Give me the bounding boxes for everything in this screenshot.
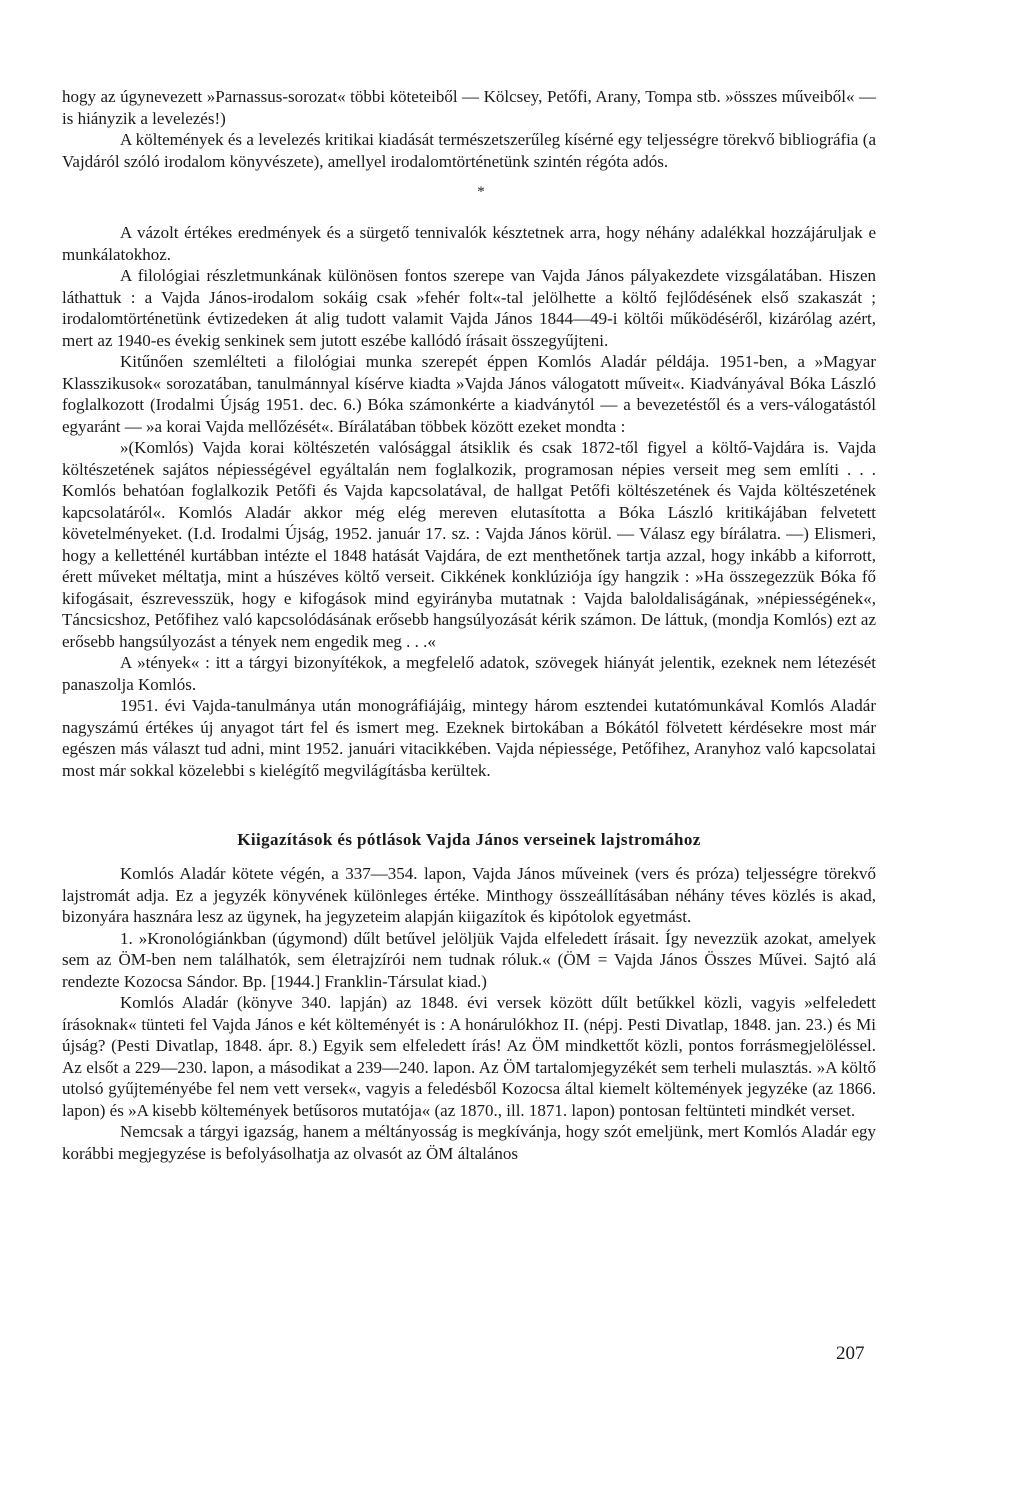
paragraph: 1951. évi Vajda-tanulmánya után monográfiájáig, mintegy három esztendei kutatómunkával Komlós Aladár nagyszámú értékes új anyagot tárt fel és ismert meg. Ezeknek birtokában a Bókától fölvetett kérdésekre most már egészen más választ tud adni, mint 1952. januári vitacikkében. Vajda népiessége, Petőfihez, Aranyhoz való kapcsolatai most már sokkal közelebbi s kielégítő megvilágításba kerültek. xyxy=(62,696,876,780)
paragraph: 1. »Kronológiánkban (úgymond) dűlt betűvel jelöljük Vajda elfeledett írásait. Így nevezzük azokat, amelyek sem az ÖM-ben nem találhatók, sem életrajzírói nem tudnak róluk.« (ÖM = Vajda János Összes Művei. Sajtó alá rendezte Kozocsa Sándor. Bp. [1944.] Franklin-Társulat kiad.) xyxy=(62,928,876,991)
paragraph: Kitűnően szemlélteti a filológiai munka szerepét éppen Komlós Aladár példája. 1951-ben, a »Magyar Klasszikusok« sorozatában, tanulmánnyal kísérve kiadta »Vajda János válogatott műveit«. Kiadványával Bóka László foglalkozott (Irodalmi Újság 1951. dec. 6.) Bóka számonkérte a kiadványtól — a bevezetéstől és a vers-válogatástól egyaránt — »a korai Vajda mellőzését«. Bírálatában többek között ezeket mondta : xyxy=(62,352,876,436)
paragraph: A filológiai részletmunkának különösen fontos szerepe van Vajda János pályakezdete vizsgálatában. Hiszen láthattuk : a Vajda János-irodalom sokáig csak »fehér folt«-tal jelölhette a költő fejlődésének első szakaszát ; irodalomtörténetünk évtizedeken át alig tudott valamit Vajda János 1844—49-i költői működéséről, kizárólag azért, mert az 1940-es évekig senkinek sem jutott eszébe kallódó írásait összegyűjteni. xyxy=(62,266,876,350)
paragraph: hogy az úgynevezett »Parnassus-sorozat« többi köteteiből — Kölcsey, Petőfi, Arany, Tompa stb. »összes műveiből« — is hiányzik a levelezés!) xyxy=(62,87,876,128)
paragraph: A vázolt értékes eredmények és a sürgető tennivalók késztetnek arra, hogy néhány adalékkal hozzájáruljak e munkálatokhoz. xyxy=(62,223,876,264)
section-separator-asterisk: * xyxy=(477,184,485,200)
paragraph: A költemények és a levelezés kritikai kiadását természetszerűleg kísérné egy teljességre törekvő bibliográfia (a Vajdáról szóló irodalom könyvészete), amellyel irodalomtörténetünk szintén régóta adós. xyxy=(62,130,876,171)
corrections-section xyxy=(62,829,876,1164)
opening-section xyxy=(62,86,876,172)
main-section xyxy=(62,222,876,781)
page-number: 207 xyxy=(836,1343,865,1364)
section-gap xyxy=(62,781,876,829)
paragraph: Komlós Aladár kötete végén, a 337—354. lapon, Vajda János műveinek (vers és próza) teljességre törekvő lajstromát adja. Ez a jegyzék könyvének különleges értéke. Minthogy összeállításában néhány téves közlés is akad, bizonyára hasznára lesz az ügynek, ha jegyzeteim alapján kiigazítok és kipótolok egyetmást. xyxy=(62,864,876,926)
document-page xyxy=(62,86,876,1164)
section-heading: Kiigazítások és pótlások Vajda János verseinek lajstromához xyxy=(237,830,701,849)
paragraph: Komlós Aladár (könyve 340. lapján) az 1848. évi versek között dűlt betűkkel közli, vagyis »elfeledett írásoknak« tünteti fel Vajda János e két költeményét is : A honárulókhoz II. (népj. Pesti Divatlap, 1848. jan. 23.) és Mi újság? (Pesti Divatlap, 1848. ápr. 8.) Egyik sem elfeledett írás! Az ÖM mindkettőt közli, pontos forrásmegjelöléssel. Az elsőt a 229—230. lapon, a másodikat a 239—240. lapon. Az ÖM tartalomjegyzékét sem terheli mulasztás. »A költő utolsó gyűjteményébe fel nem vett versek«, vagyis a feledésből Kozocsa által kiemelt költemények jegyzéke (az 1866. lapon) és »A kisebb költemények betűsoros mutatója« (az 1870., ill. 1871. lapon) pontosan feltünteti mindkét verset. xyxy=(62,993,876,1120)
paragraph: Nemcsak a tárgyi igazság, hanem a méltányosság is megkívánja, hogy szót emeljünk, mert Komlós Aladár egy korábbi megjegyzése is befolyásolhatja az olvasót az ÖM általános xyxy=(62,1122,876,1163)
quotation-paragraph: »(Komlós) Vajda korai költészetén valósággal átsiklik és csak 1872-től figyel a költő-Vajdára is. Vajda költészetének sajátos népiességével egyáltalán nem foglalkozik, programosan népies verseit meg sem említi . . . Komlós behatóan foglalkozik Petőfi és Vajda kapcsolatával, de hallgat Petőfi költészetének és Vajda költészetének kapcsolatáról«. Komlós Aladár akkor még elég mereven elutasította a Bóka László kritikájában felvetett követelményeket. (I.d. Irodalmi Újság, 1952. január 17. sz. : Vajda János körül. — Válasz egy bírálatra. —) Elismeri, hogy a kelletténél kurtábban intézte el 1848 hatását Vajdára, de ezt menthetőnek tartja azzal, hogy inkább a kiforrott, érett műveket méltatja, mint a húszéves költő verseit. Cikkének konklúziója így hangzik : »Ha összegezzük Bóka fő kifogásait, észrevesszük, hogy e kifogások mind egyirányba mutatnak : Vajda baloldaliságának, »népiességének«, Táncsicshoz, Petőfihez való kapcsolódásának erősebb hangsúlyozását kérik számon. De láttuk, (mondja Komlós) ezt az erősebb hangsúlyozást a tények nem engedik meg . . .« xyxy=(62,438,876,651)
paragraph: A »tények« : itt a tárgyi bizonyítékok, a megfelelő adatok, szövegek hiányát jelentik, ezeknek nem létezését panaszolja Komlós. xyxy=(62,653,876,694)
